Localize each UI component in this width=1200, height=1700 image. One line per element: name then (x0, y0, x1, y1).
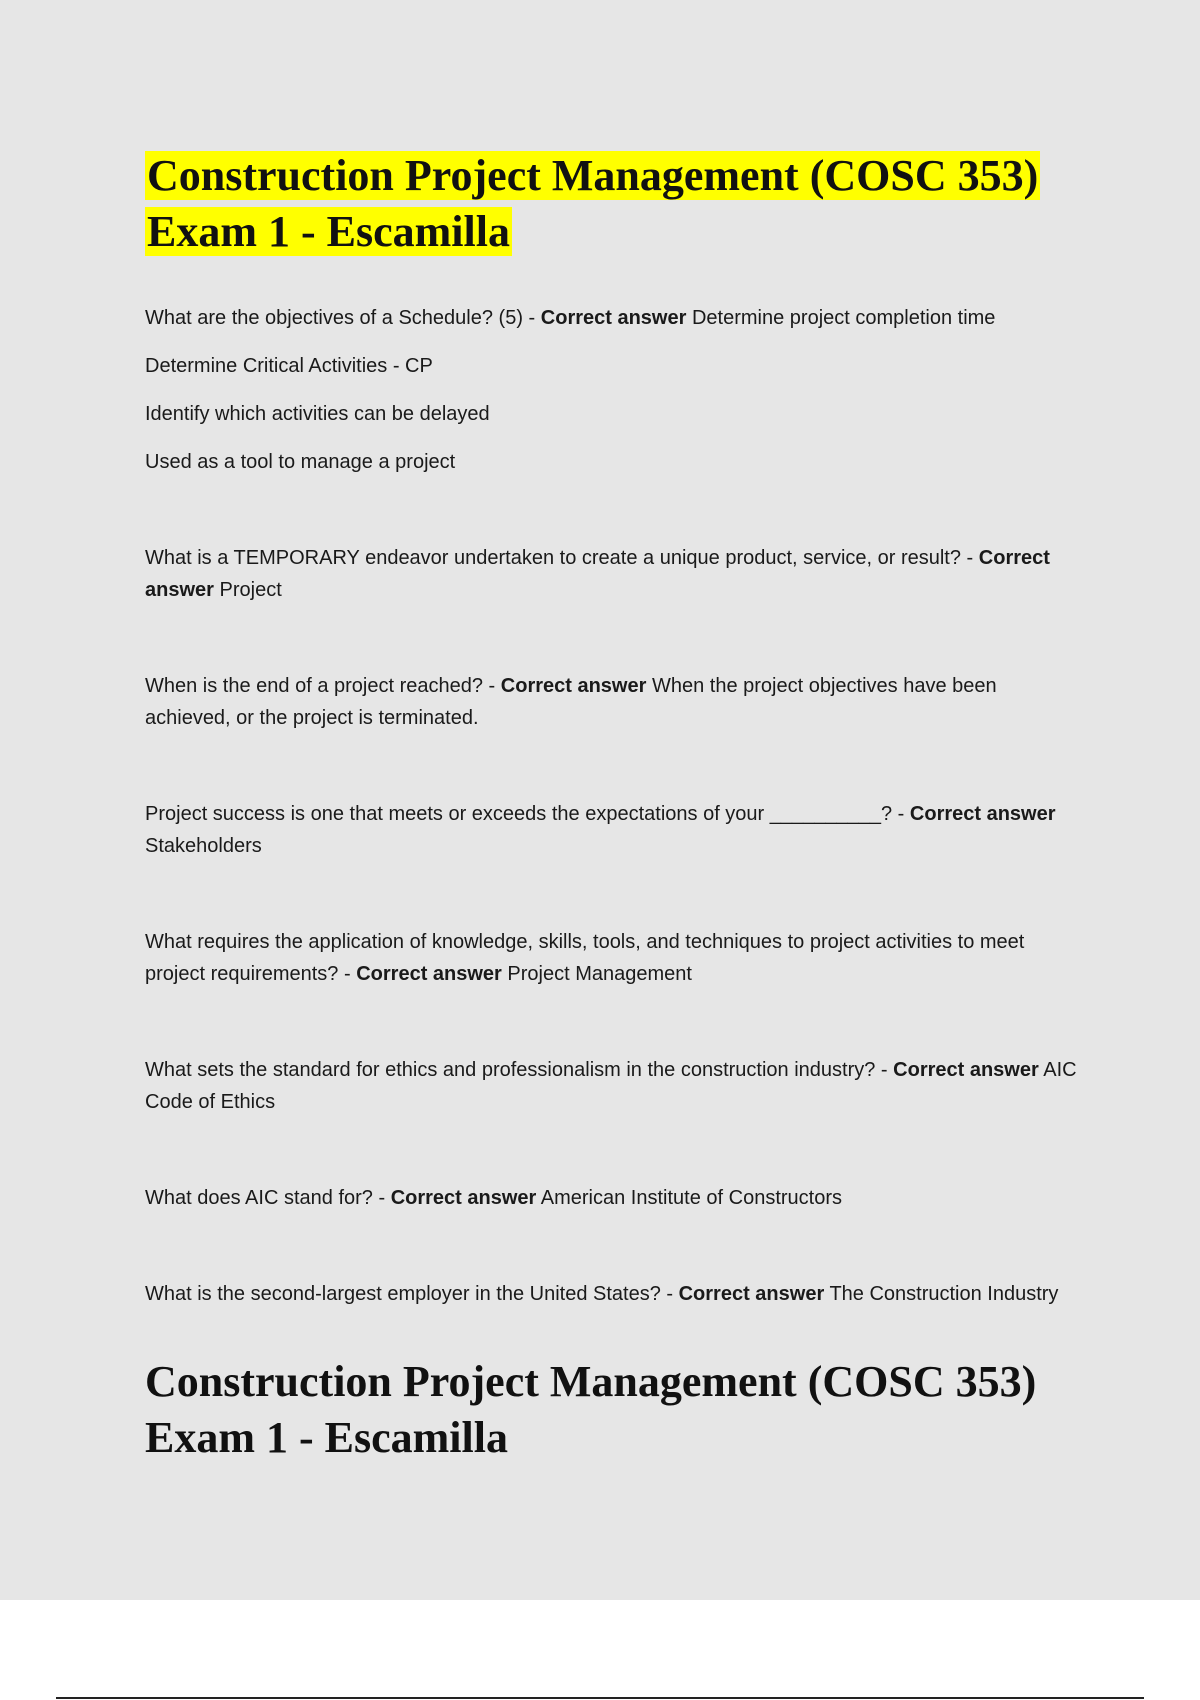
answer-text: AIC Code of Ethics (145, 1059, 1077, 1113)
question-text: What are the objectives of a Schedule? (5) (145, 307, 523, 329)
title-highlight: Construction Project Management (COSC 353) Exam 1 - Escamilla (147, 151, 1039, 256)
qa-line (145, 1278, 1085, 1310)
qa-item (145, 1278, 1085, 1310)
qa-line (145, 670, 1085, 734)
question-text: What requires the application of knowledge, skills, tools, and techniques to project activities to meet project requirements? (145, 931, 1025, 985)
qa-item (145, 302, 1085, 478)
separator: - (483, 675, 501, 697)
answer-text: Determine project completion time (691, 307, 996, 329)
footer-title: Construction Project Management (COSC 353) Exam 1 - Escamilla (145, 1357, 1037, 1462)
separator: - (660, 1283, 679, 1305)
answer-extra-line: Determine Critical Activities - CP (145, 355, 433, 377)
document-content (145, 148, 1085, 1466)
qa-item (145, 542, 1085, 606)
qa-line (145, 926, 1085, 990)
correct-answer-label: Correct answer (390, 1187, 537, 1209)
qa-line (145, 798, 1085, 862)
qa-item (145, 1054, 1085, 1118)
document-title (145, 148, 1085, 260)
correct-answer-label: Correct answer (909, 803, 1056, 825)
question-text: What is a TEMPORARY endeavor undertaken to create a unique product, service, or result? (145, 547, 961, 569)
qa-line (145, 542, 1085, 606)
answer-text: When the project objectives have been achieved, or the project is terminated. (145, 675, 997, 729)
qa-item (145, 798, 1085, 862)
answer-extra-line: Used as a tool to manage a project (145, 451, 456, 473)
answer-text: The Construction Industry (829, 1283, 1059, 1305)
correct-answer-label: Correct answer (356, 963, 502, 985)
qa-line (145, 302, 1085, 334)
correct-answer-label: Correct answer (678, 1283, 825, 1305)
question-text: What sets the standard for ethics and professionalism in the construction industry? (145, 1059, 876, 1081)
separator: - (523, 307, 541, 329)
answer-extra-line: Identify which activities can be delayed (145, 403, 490, 425)
separator: - (961, 547, 979, 569)
qa-item (145, 926, 1085, 990)
correct-answer-label: Correct answer (500, 675, 647, 697)
question-text: Project success is one that meets or exceeds the expectations of your __________? (145, 803, 893, 825)
qa-line (145, 1054, 1085, 1118)
answer-text: Project (219, 579, 282, 601)
qa-item (145, 1182, 1085, 1214)
separator: - (892, 803, 910, 825)
question-text: What is the second-largest employer in the United States? (145, 1283, 661, 1305)
correct-answer-label: Correct answer (540, 307, 687, 329)
question-text: When is the end of a project reached? (145, 675, 483, 697)
qa-list (145, 302, 1085, 1310)
question-text: What does AIC stand for? (145, 1187, 373, 1209)
separator: - (338, 963, 357, 985)
answer-text: American Institute of Constructors (540, 1187, 842, 1209)
answer-text: Stakeholders (145, 835, 262, 857)
answer-text: Project Management (507, 963, 692, 985)
correct-answer-label: Correct answer (145, 547, 1050, 601)
separator: - (372, 1187, 391, 1209)
separator: - (875, 1059, 894, 1081)
correct-answer-label: Correct answer (893, 1059, 1039, 1081)
qa-line (145, 1182, 1085, 1214)
qa-item (145, 670, 1085, 734)
bottom-divider (56, 1697, 1144, 1699)
